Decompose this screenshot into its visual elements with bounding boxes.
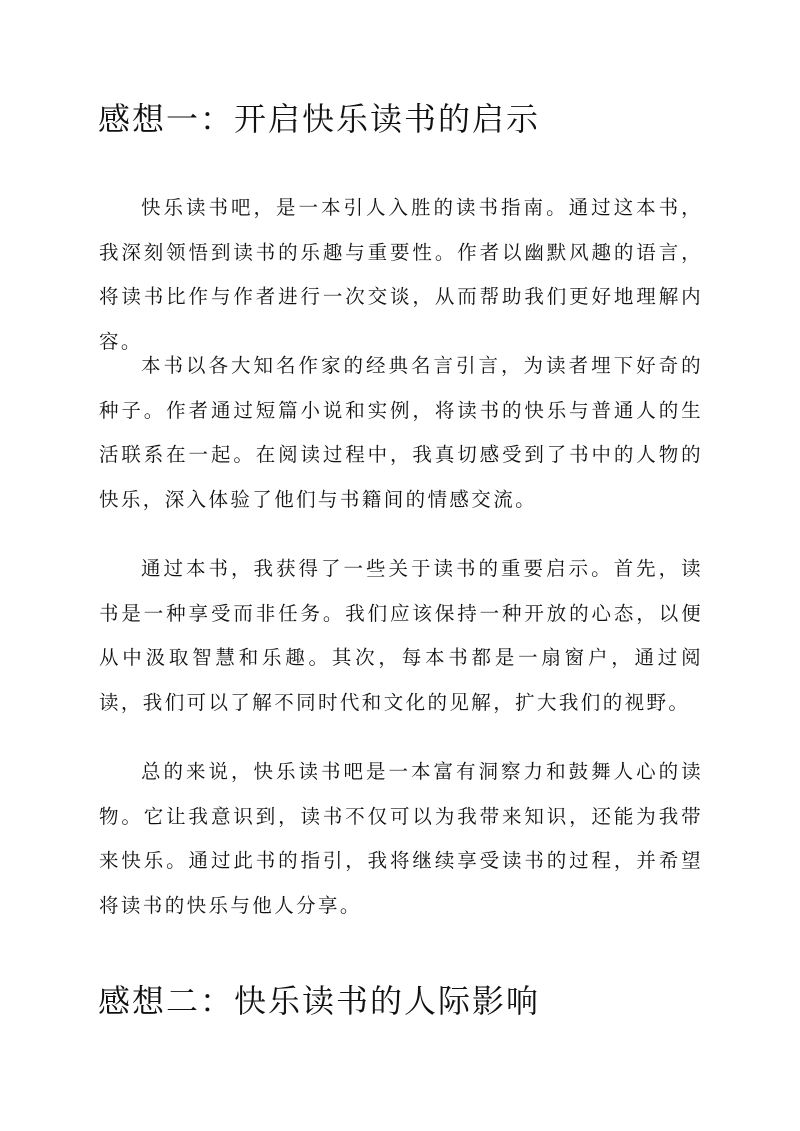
section-heading-1: 感想一：开启快乐读书的启示 xyxy=(98,100,541,138)
paragraph-1: 快乐读书吧，是一本引人入胜的读书指南。通过这本书，我深刻领悟到读书的乐趣与重要性。作者以幽默风趣的语言，将读书比作与作者进行一次交谈，从而帮助我们更好地理解内容。 xyxy=(99,196,703,353)
paragraph-2: 本书以各大知名作家的经典名言引言，为读者埋下好奇的种子。作者通过短篇小说和实例，将读书的快乐与普通人的生活联系在一起。在阅读过程中，我真切感受到了书中的人物的快乐，深入体验了他们与书籍间的情感交流。 xyxy=(99,354,703,511)
section-heading-2: 感想二：快乐读书的人际影响 xyxy=(98,982,541,1020)
paragraph-3: 通过本书，我获得了一些关于读书的重要启示。首先，读书是一种享受而非任务。我们应该保持一种开放的心态，以便从中汲取智慧和乐趣。其次，每本书都是一扇窗户，通过阅读，我们可以了解不同时代和文化的见解，扩大我们的视野。 xyxy=(99,557,703,714)
paragraph-4: 总的来说，快乐读书吧是一本富有洞察力和鼓舞人心的读物。它让我意识到，读书不仅可以为我带来知识，还能为我带来快乐。通过此书的指引，我将继续享受读书的过程，并希望将读书的快乐与他人分享。 xyxy=(99,760,703,917)
